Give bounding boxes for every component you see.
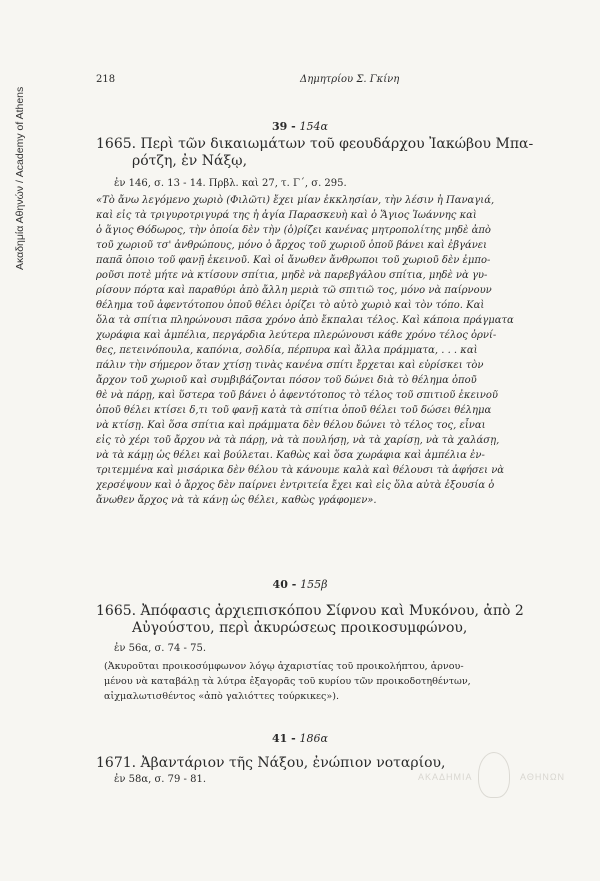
entry-summary-text <box>104 659 530 704</box>
text-line: νὰ τὰ κάμῃ ὡς θέλει καὶ βούλεται. Καθὼς καὶ ὅσα χωράφια καὶ ἀμπέλια ἐν- <box>96 450 485 461</box>
text-line: (Ἀκυροῦται προικοσύμφωνον λόγῳ ἀχαριστίας τοῦ προικολήπτου, ἀρνου- <box>104 661 464 672</box>
entry-reference: ἐν 56α, σ. 74 - 75. <box>114 643 207 654</box>
text-line: «Τὸ ἄνω λεγόμενο χωριὸ (Φιλῶτι) ἔχει μίαν ἐκκλησίαν, τὴν λέσιν ἡ Παναγιά, <box>96 195 495 206</box>
text-line: θες, πετεινόπουλα, καπόνια, σολδία, πέρπυρα καὶ ἄλλα πράμματα, . . . καὶ <box>96 345 478 356</box>
text-line: ὅλα τὰ σπίτια πληρώνουσι πᾶσα χρόνο ἀπὸ ἔκπαλαι τέλος. Καὶ κάποια πράγματα <box>96 315 514 326</box>
running-head: Δημητρίου Σ. Γκίνη <box>300 74 400 85</box>
text-line: καὶ εἰς τὰ τριγυροτριγυρά της ἡ ἁγία Παρασκευὴ καὶ ὁ Ἅγιος Ἰωάννης καὶ <box>96 210 477 221</box>
section-heading-40: 40 - 155β <box>272 578 328 591</box>
section-heading-39: 39 - 154α <box>272 120 328 133</box>
page-number: 218 <box>96 74 116 85</box>
athena-emblem-icon <box>478 752 510 798</box>
entry-title-1665b: 1665. Ἀπόφασις ἀρχιεπισκόπου Σίφνου καὶ Μυκόνου, ἀπὸ 2 Αὐγούστου, περὶ ἀκυρώσεως προικοσυμφώνου, <box>96 603 524 636</box>
text-line: ροῦσι ποτὲ μήτε νὰ κτίσουν σπίτια, μηδὲ νὰ παρεβγάλου σπίτια, μηδὲ νὰ γυ- <box>96 270 488 281</box>
text-line: ρίσουν πόρτα καὶ παραθύρι ἀπὸ ἄλλη μεριὰ τῶ σπιτιῶ τος, μόνο νὰ παίρνουν <box>96 285 492 296</box>
text-line: ἄνωθεν ἄρχος νὰ τὰ κάνῃ ὡς θέλει, καθὼς γράφομεν». <box>96 495 377 506</box>
entry-reference: ἐν 58α, σ. 79 - 81. <box>114 774 207 785</box>
text-line: παπᾶ ὁποιο τοῦ φανῇ ἐκεινοῦ. Καὶ οἱ ἄνωθεν ἄνθρωποι τοῦ χωριοῦ δὲν ἐμπο- <box>96 255 491 266</box>
text-line: πάλιν τὴν σήμερον ὅταν χτίσῃ τινὰς κανένα σπίτι ἔρχεται καὶ εὑρίσκει τὸν <box>96 360 484 371</box>
text-line: αἰχμαλωτισθέντος «ἀπὸ γαλιόττες τούρκικες»). <box>104 691 340 702</box>
text-line: τοῦ χωριοῦ τσ' ἀνθρώπους, μόνο ὁ ἄρχος τοῦ χωριοῦ ὁποῦ βάνει καὶ ἐβγάνει <box>96 240 488 251</box>
text-line: μένου νὰ καταβάλῃ τὰ λύτρα ἐξαγορᾶς τοῦ κυρίου τῶν προικοδοτηθέντων, <box>104 676 471 687</box>
text-line: θέλημα τοῦ ἀφεντότοπου ὁποῦ θέλει ὁρίζει τὸ αὐτὸ χωριὸ καὶ τὸν τόπο. Καὶ <box>96 300 485 311</box>
text-line: ὁ ἅγιος Θόδωρος, τὴν ὁποία δὲν τὴν (ὁ)ρίζει κανένας μητροπολίτης μηδὲ ἀπὸ <box>96 225 491 236</box>
entry-title-1665a: 1665. Περὶ τῶν δικαιωμάτων τοῦ φεουδάρχου Ἰακώβου Μπα- ρότζη, ἐν Νάξῳ, <box>96 136 534 169</box>
text-line: χωράφια καὶ ἀμπέλια, περγάρδια λεύτερα πλερώνουσι κάθε χρόνο τέλος ὀρνί- <box>96 330 497 341</box>
text-line: ἄρχον τοῦ χωριοῦ καὶ συμβιβάζονται πόσον τοῦ δώνει διὰ τὸ θέλημα ὁποῦ <box>96 375 477 386</box>
entry-body-text <box>96 193 528 508</box>
seal-text-left: ΑΚΑΔΗΜΙΑ <box>418 772 473 782</box>
side-watermark: Ακαδημία Αθηνών / Academy of Athens <box>14 86 26 270</box>
text-line: θὲ νὰ πάρῃ, καὶ ὕστερα τοῦ βάνει ὁ ἀφεντότοπος τὸ τέλος τοῦ σπιτιοῦ ἐκεινοῦ <box>96 390 498 401</box>
text-line: χερσέψουν καὶ ὁ ἄρχος δὲν παίρνει ἐντριτεία ἔχει καὶ εἰς ὅλα αὐτὰ ἐξουσία ὁ <box>96 480 495 491</box>
text-line: τριτεμμένα καὶ μισάρικα δὲν θέλου τὰ κάνουμε καλὰ καὶ θέλουσι τὰ ἀφήσει νὰ <box>96 465 505 476</box>
text-line: νὰ κτίσῃ. Καὶ ὅσα σπίτια καὶ πράμματα δὲν θέλου δώνει τὸ τέλος τος, εἶναι <box>96 420 486 431</box>
academy-seal-watermark <box>408 752 578 816</box>
text-line: εἰς τὸ χέρι τοῦ ἄρχου νὰ τὰ πάρῃ, νὰ τὰ πουλήσῃ, νὰ τὰ χαρίσῃ, νὰ τὰ χαλάσῃ, <box>96 435 500 446</box>
section-heading-41: 41 - 186α <box>272 732 328 745</box>
entry-title-1671: 1671. Ἀβαντάριον τῆς Νάξου, ἐνώπιον νοταρίου, <box>96 755 446 771</box>
entry-reference: ἐν 146, σ. 13 - 14. Πρβλ. καὶ 27, τ. Γ΄, σ. 295. <box>114 178 347 189</box>
text-line: ὁποῦ θέλει κτίσει δ,τι τοῦ φανῇ κατὰ τὰ σπίτια ὁποῦ θέλει τοῦ δώσει θέλημα <box>96 405 492 416</box>
seal-text-right: ΑΘΗΝΩΝ <box>520 772 566 782</box>
